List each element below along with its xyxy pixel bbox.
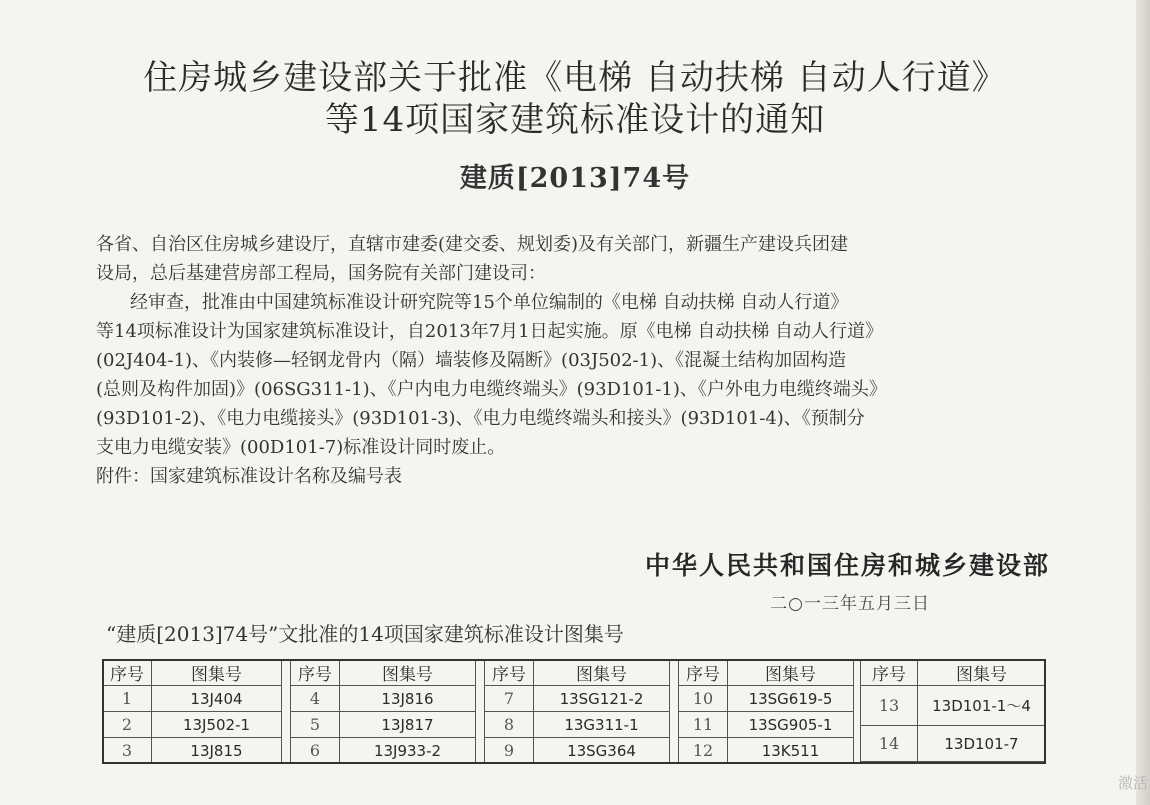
notice-title-line-2: 等14项国家建筑标准设计的通知 (324, 100, 826, 140)
header-seq: 序号 (485, 660, 534, 686)
atlas-number-table (102, 659, 1046, 764)
row-seq: 10 (679, 686, 728, 712)
row-seq (861, 762, 918, 764)
row-seq: 7 (485, 686, 534, 712)
header-seq: 序号 (861, 660, 918, 686)
body-line-4: 等14项标准设计为国家建筑标准设计，自2013年7月1日起实施。原《电梯 自动扶梯 自动人行道》 (96, 321, 884, 342)
header-code: 图集号 (534, 660, 670, 686)
body-line-8: 支电力电缆安装》(00D101-7)标准设计同时废止。 (96, 437, 506, 458)
row-seq: 11 (679, 712, 728, 738)
row-code: 13SG619-5 (728, 686, 854, 712)
row-code: 13J933-2 (340, 738, 476, 764)
row-code: 13G311-1 (534, 712, 670, 738)
body-line-6: (总则及构件加固)》(06SG311-1)、《户内电力电缆终端头》(93D101-1)、《户外电力电缆终端头》 (96, 379, 887, 400)
header-code: 图集号 (918, 660, 1046, 686)
body-line-2: 设局，总后基建营房部工程局，国务院有关部门建设司： (96, 263, 546, 284)
header-code: 图集号 (152, 660, 282, 686)
body-line-5: (02J404-1)、《内装修—轻钢龙骨内（隔）墙装修及隔断》(03J502-1)、《混凝土结构加固构造 (96, 350, 847, 371)
row-seq: 13 (861, 686, 918, 726)
attachment-line: 附件：国家建筑标准设计名称及编号表 (96, 466, 402, 487)
body-line-3: 经审查，批准由中国建筑标准设计研究院等15个单位编制的《电梯 自动扶梯 自动人行道》 (130, 292, 849, 313)
row-seq: 4 (291, 686, 340, 712)
row-code (918, 762, 1046, 764)
corner-watermark-text: 激活 (1117, 774, 1148, 792)
row-code: 13K511 (728, 738, 854, 764)
row-code: 13SG905-1 (728, 712, 854, 738)
table-group-1 (102, 659, 282, 764)
header-seq: 序号 (679, 660, 728, 686)
body-line-7: (93D101-2)、《电力电缆接头》(93D101-3)、《电力电缆终端头和接头》(93D101-4)、《预制分 (96, 408, 865, 429)
row-seq: 1 (103, 686, 152, 712)
row-code: 13D101-7 (918, 725, 1046, 761)
notice-title-line-1: 住房城乡建设部关于批准《电梯 自动扶梯 自动人行道》 (143, 58, 1007, 98)
row-code: 13J815 (152, 738, 282, 764)
row-seq: 8 (485, 712, 534, 738)
header-seq: 序号 (291, 660, 340, 686)
row-seq: 2 (103, 712, 152, 738)
header-seq: 序号 (103, 660, 152, 686)
row-code: 13J502-1 (152, 712, 282, 738)
document-number: 建质[2013]74号 (459, 163, 691, 194)
row-code: 13J817 (340, 712, 476, 738)
issuing-authority: 中华人民共和国住房和城乡建设部 (644, 551, 1050, 580)
table-group-3 (484, 659, 670, 764)
table-group-5 (860, 659, 1046, 764)
row-code: 13J816 (340, 686, 476, 712)
row-seq: 6 (291, 738, 340, 764)
table-group-4 (678, 659, 854, 764)
table-title: “建质[2013]74号”文批准的14项国家建筑标准设计图集号 (106, 622, 624, 646)
header-code: 图集号 (728, 660, 854, 686)
row-code: 13J404 (152, 686, 282, 712)
row-code: 13SG121-2 (534, 686, 670, 712)
row-code: 13D101-1～4 (918, 686, 1046, 726)
table-group-2 (290, 659, 476, 764)
row-seq: 14 (861, 725, 918, 761)
row-seq: 3 (103, 738, 152, 764)
header-code: 图集号 (340, 660, 476, 686)
row-seq: 12 (679, 738, 728, 764)
row-seq: 5 (291, 712, 340, 738)
body-line-1: 各省、自治区住房城乡建设厅，直辖市建委(建交委、规划委)及有关部门，新疆生产建设兵团建 (96, 234, 849, 255)
row-seq: 9 (485, 738, 534, 764)
row-code: 13SG364 (534, 738, 670, 764)
issue-date: 二○一三年五月三日 (770, 594, 930, 614)
